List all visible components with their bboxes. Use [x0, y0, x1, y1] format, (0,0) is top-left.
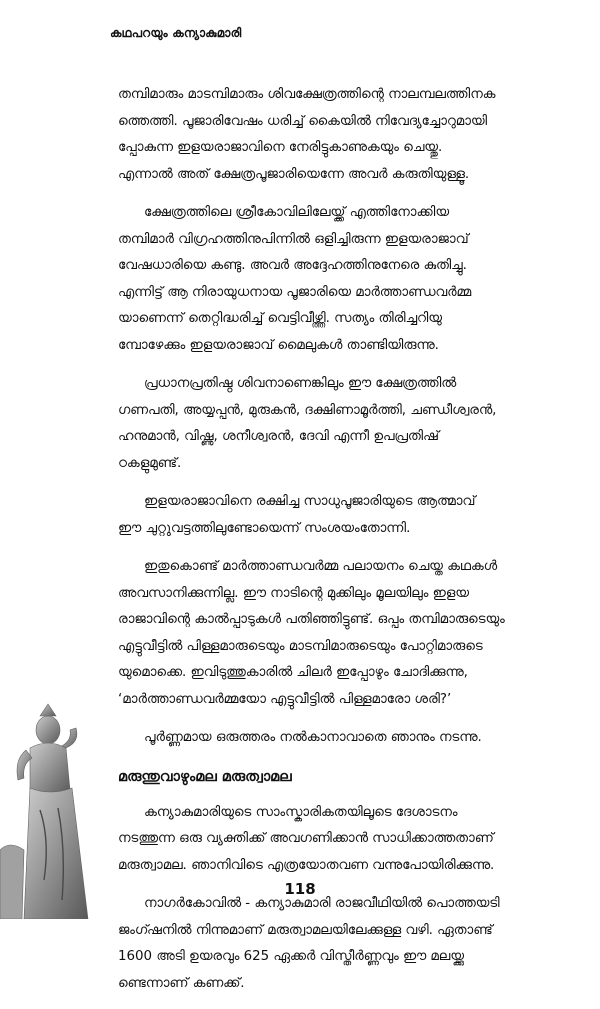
text-line: വേഷധാരിയെ കണ്ടു. അവർ അദ്ദേഹത്തിനുനേരെ കുതിച്ചു. [118, 258, 467, 273]
text-line: പൂർണ്ണമായ ഒരുത്തരം നൽകാനാവാതെ ഞാനും നടന്നു. [144, 730, 482, 745]
page-body [118, 82, 582, 1009]
text-line: ഠകളുമുണ്ട്. [118, 455, 182, 471]
text-line: തമ്പിമാർ വിഗ്രഹത്തിനുപിന്നിൽ ഒളിച്ചിരുന്ന ഇളയരാജാവ് [118, 231, 469, 247]
section-heading: മരുന്തുവാഴുംമല മരുത്വാമല [118, 768, 292, 785]
paragraph [118, 82, 582, 188]
text-line: എന്നാൽ അത് ക്ഷേത്രപൂജാരിയെന്നേ അവർ കരുതിയുള്ളൂ. [118, 166, 470, 182]
page-number: 118 [284, 880, 316, 898]
text-line: ജംഗ്ഷനിൽ നിന്നുമാണ് മരുത്വാമലയിലേക്കുള്ള വഴി. ഏതാണ്ട് [118, 922, 493, 938]
paragraph [118, 800, 582, 880]
text-line: നാഗർകോവിൽ - കന്യാകുമാരി രാജവീഥിയിൽ പൊത്തയടി [144, 896, 500, 911]
text-line: 1600 അടി ഉയരവും 625 ഏക്കർ വിസ്തീർണ്ണവും ഈ മലയ്ക്കു [118, 949, 464, 964]
running-header: കഥപറയും കന്യാകുമാരി [110, 26, 242, 40]
paragraph [118, 489, 582, 542]
text-line: പ്പോകുന്ന ഇളയരാജാവിനെ നേരിട്ടുകാണുകയും ചെയ്തു. [118, 140, 443, 155]
text-line: രാജാവിന്റെ കാൽപ്പാടുകൾ പതിഞ്ഞിട്ടുണ്ട്. ഒപ്പം തമ്പിമാരുടെയും [118, 612, 505, 627]
text-line: പ്രധാനപ്രതിഷ്ഠ ശിവനാണെങ്കിലും ഈ ക്ഷേത്രത്തിൽ [144, 376, 457, 391]
text-line: യാണെന്ന് തെറ്റിദ്ധരിച്ച് വെട്ടിവീഴ്ത്തി. സത്യം തിരിച്ചറിയു [118, 311, 442, 326]
text-line: ‘മാർത്താണ്ഡവർമ്മയോ എട്ടുവീട്ടിൽ പിള്ളമാരോ ശരി?’ [118, 691, 452, 707]
text-line: ണ്ടെന്നാണ് കണക്ക്. [118, 975, 245, 991]
text-line: ക്ഷേത്രത്തിലെ ശ്രീകോവിലിലേയ്ക്ക് എത്തിനോക്കിയ [144, 205, 450, 220]
text-line: എട്ടുവീട്ടിൽ പിള്ളമാരുടെയും മാടമ്പിമാരുടെയും പോറ്റിമാരുടെ [118, 638, 483, 654]
text-line: നടത്തുന്ന ഒരു വ്യക്തിക്ക് അവഗണിക്കാൻ സാധിക്കാത്തതാണ് [118, 831, 494, 846]
text-line: ത്തെത്തി. പൂജാരിവേഷം ധരിച്ച് കൈയിൽ നിവേദ്യച്ചോറുമായി [118, 113, 487, 129]
text-line: ഹനുമാൻ, വിഷ്ണു, ശനീശ്വരൻ, ദേവി എന്നീ ഉപപ്രതിഷ് [118, 429, 439, 444]
text-line: ഇതുകൊണ്ട് മാർത്താണ്ഡവർമ്മ പലായനം ചെയ്ത കഥകൾ [144, 559, 498, 574]
paragraph [118, 891, 582, 997]
paragraph [118, 200, 582, 359]
text-line: അവസാനിക്കുന്നില്ല. ഈ നാടിന്റെ മുക്കിലും മൂലയിലും ഇളയ [118, 585, 469, 601]
text-line: ഗണപതി, അയ്യപ്പൻ, മുരുകൻ, ദക്ഷിണാമൂർത്തി, ചണ്ഡീശ്വരൻ, [118, 402, 497, 418]
text-line: എന്നിട്ട് ആ നിരായുധനായ പൂജാരിയെ മാർത്താണ്ഡവർമ്മ [118, 284, 472, 300]
text-line: ഇളയരാജാവിനെ രക്ഷിച്ച സാധുപൂജാരിയുടെ ആത്മാവ് [144, 494, 476, 509]
text-line: കന്യാകുമാരിയുടെ സാംസ്കാരികതയിലൂടെ ദേശാടനം [144, 804, 458, 820]
text-line: യുമൊക്കെ. ഇവിടുത്തുകാരിൽ ചിലർ ഇപ്പോഴും ചോദിക്കുന്നു, [118, 665, 468, 680]
text-line: ഈ ചുറ്റുവട്ടത്തിലുണ്ടോയെന്ന് സംശയംതോന്നി. [118, 520, 411, 536]
paragraph [118, 371, 582, 477]
paragraph [118, 725, 582, 752]
paragraph [118, 554, 582, 713]
text-line: തമ്പിമാരും മാടമ്പിമാരും ശിവക്ഷേത്രത്തിന്റെ നാലമ്പലത്തിനക [118, 87, 496, 102]
text-line: മരുത്വാമല. ഞാനിവിടെ എത്രയോതവണ വന്നുപോയിരിക്കുന്നു. [118, 857, 495, 873]
text-line: മ്പോഴേക്കും ഇളയരാജാവ് മൈലുകൾ താണ്ടിയിരുന്നു. [118, 337, 439, 353]
